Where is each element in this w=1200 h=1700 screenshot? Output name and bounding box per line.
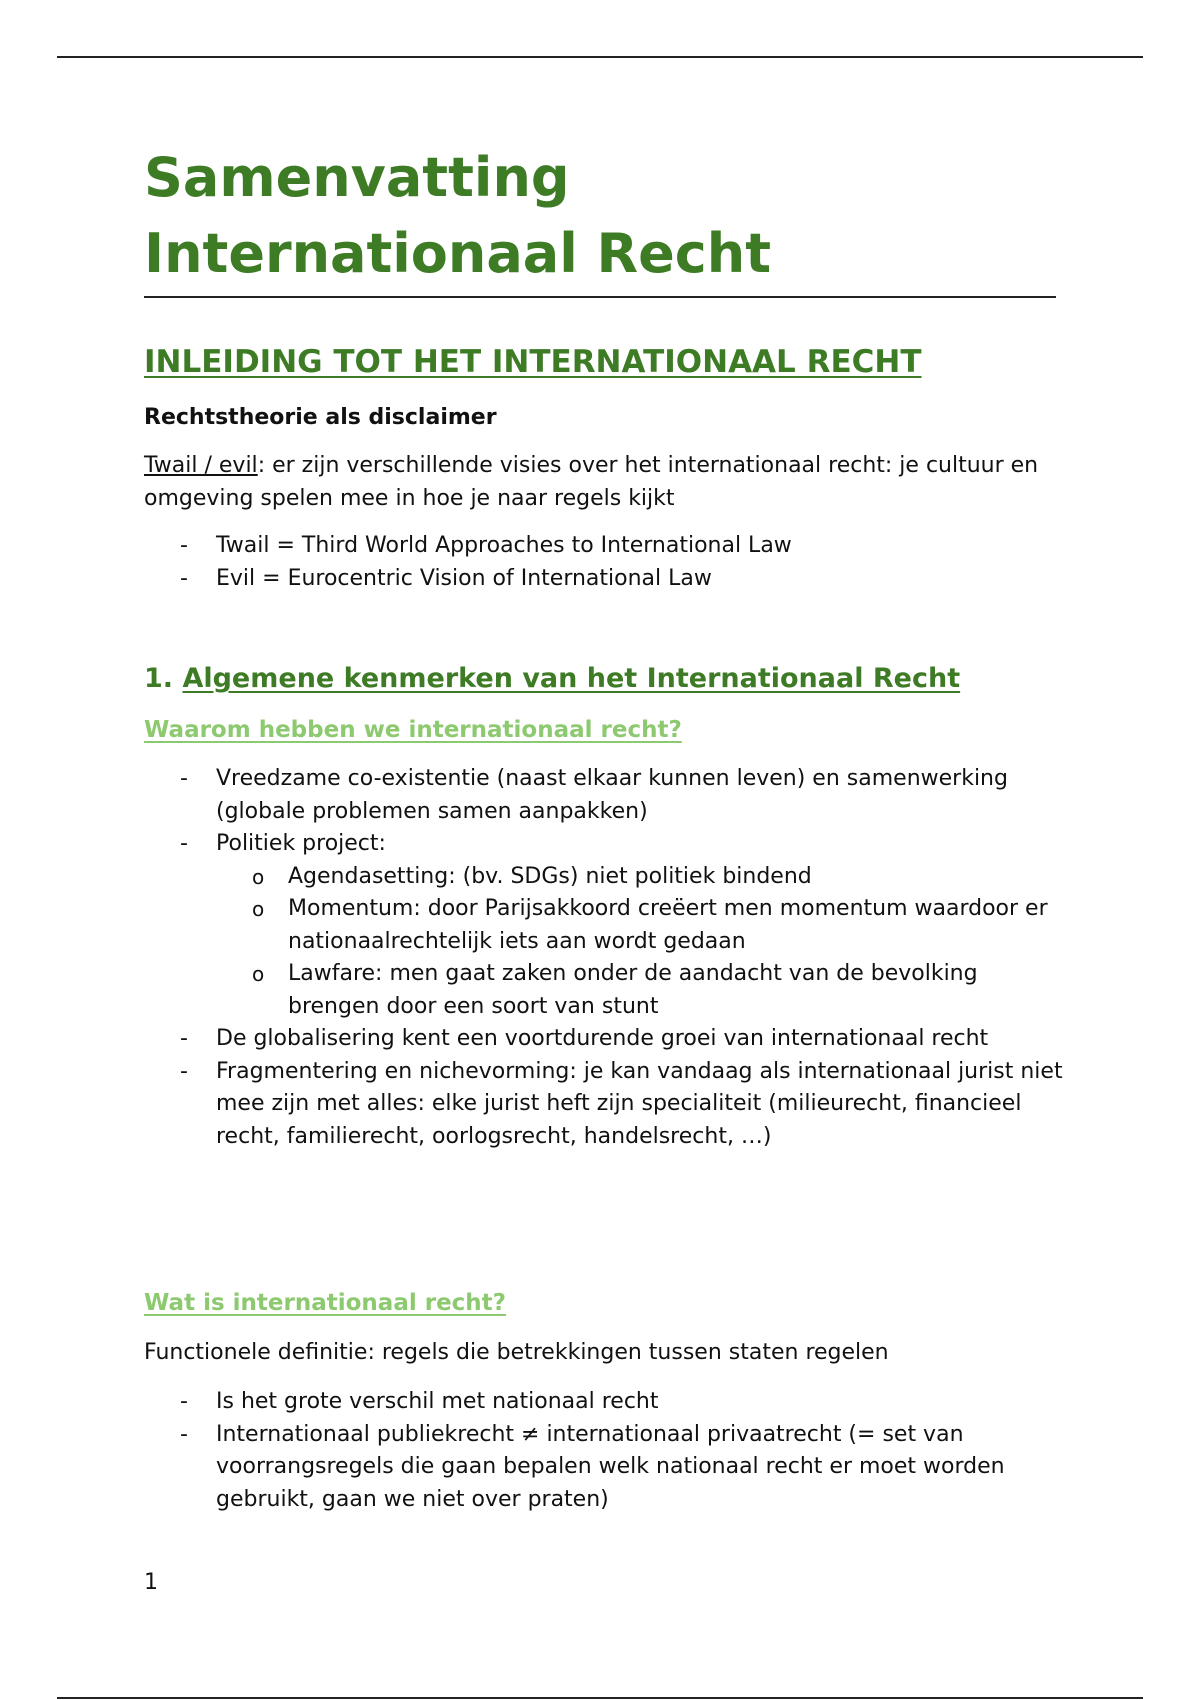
dash-marker: - bbox=[180, 766, 188, 791]
dash-marker: - bbox=[180, 831, 188, 856]
twail-term: Twail / evil bbox=[144, 453, 258, 478]
dash-marker: - bbox=[180, 1421, 188, 1447]
list-item: - Vreedzame co-existentie (naast elkaar kunnen leven) en samenwerking (globale problemen samen aanpakken) bbox=[144, 763, 1064, 828]
top-rule bbox=[57, 56, 1143, 58]
dash-marker: - bbox=[180, 1389, 188, 1414]
twail-text: : er zijn verschillende visies over het internationaal recht: je cultuur en omgeving spelen mee in hoe je naar regels kijkt bbox=[144, 453, 1039, 511]
twail-list bbox=[144, 530, 1064, 595]
disclaimer-heading: Rechtstheorie als disclaimer bbox=[144, 405, 497, 430]
list-item: - Internationaal publiekrecht ≠ internationaal privaatrecht (= set van voorrangsregels die gaan bepalen welk nationaal recht er moet worden gebruikt, gaan we niet over praten) bbox=[144, 1419, 1064, 1517]
what-list bbox=[144, 1386, 1064, 1516]
list-item: - Politiek project: o Agendasetting: (bv. SDGs) niet politiek bindend o Momentum: door Parijsakkoord creëert men momentum waardoor er nationaalrechtelijk iets aan wordt gedaan o Lawfare: men gaat zaken onder de aandacht van de bevolking brengen door een soort van stunt bbox=[144, 828, 1064, 1023]
title-line-1: Samenvatting bbox=[144, 146, 570, 209]
document-title bbox=[144, 140, 1056, 298]
dash-marker: - bbox=[180, 1026, 188, 1051]
circle-marker: o bbox=[252, 864, 265, 889]
list-item: - Twail = Third World Approaches to International Law bbox=[144, 530, 1064, 563]
section-heading: INLEIDING TOT HET INTERNATIONAAL RECHT bbox=[144, 344, 922, 380]
functional-definition: Functionele definitie: regels die betrekkingen tussen staten regelen bbox=[144, 1340, 889, 1365]
list-item: - Fragmentering en nichevorming: je kan vandaag als internationaal jurist niet mee zijn met alles: elke jurist heft zijn specialiteit (milieurecht, financieel recht, familierecht, oorlogsrecht, handelsrecht, …) bbox=[144, 1056, 1064, 1154]
bottom-rule bbox=[57, 1697, 1143, 1699]
dash-marker: - bbox=[180, 533, 188, 558]
why-heading: Waarom hebben we internationaal recht? bbox=[144, 717, 682, 743]
list-item: - Evil = Eurocentric Vision of International Law bbox=[144, 563, 1064, 596]
list-item: - De globalisering kent een voortdurende groei van internationaal recht bbox=[144, 1023, 1064, 1056]
sub-list-item: o Lawfare: men gaat zaken onder de aandacht van de bevolking brengen door een soort van stunt bbox=[144, 958, 1064, 1023]
circle-marker: o bbox=[252, 962, 265, 986]
sub-list-item: o Momentum: door Parijsakkoord creëert men momentum waardoor er nationaalrechtelijk iets aan wordt gedaan bbox=[144, 893, 1064, 958]
dash-marker: - bbox=[180, 1058, 188, 1084]
title-line-2: Internationaal Recht bbox=[144, 222, 772, 285]
why-list bbox=[144, 763, 1064, 1153]
circle-marker: o bbox=[252, 897, 265, 921]
what-heading: Wat is internationaal recht? bbox=[144, 1290, 507, 1316]
page-number: 1 bbox=[144, 1570, 158, 1595]
sub-list-item: o Agendasetting: (bv. SDGs) niet politiek bindend bbox=[144, 861, 1064, 894]
twail-paragraph bbox=[144, 449, 1054, 515]
dash-marker: - bbox=[180, 565, 188, 591]
list-item: - Is het grote verschil met nationaal recht bbox=[144, 1386, 1064, 1419]
chapter-heading: 1. Algemene kenmerken van het Internationaal Recht bbox=[144, 663, 961, 694]
sub-list bbox=[144, 861, 1064, 1024]
